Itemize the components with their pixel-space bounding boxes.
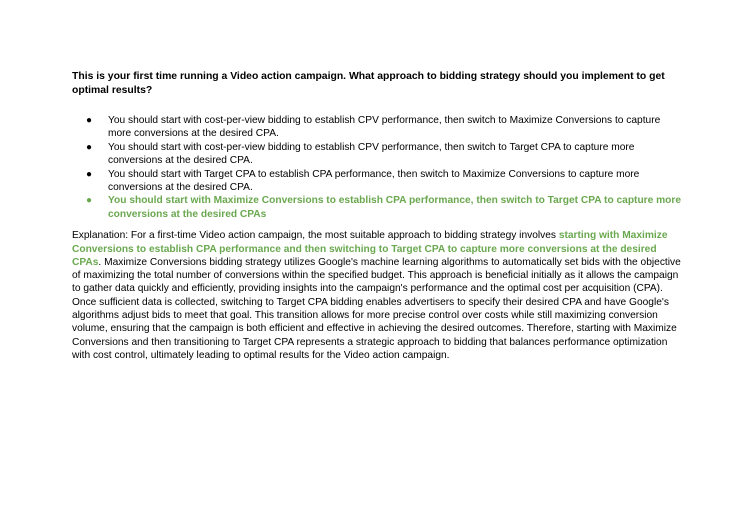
answer-option-2 — [72, 141, 682, 168]
answer-option-text: You should start with cost-per-view bidding to establish CPV performance, then switch to Maximize Conversions to capture more conversions at the desired CPA. — [108, 115, 661, 140]
explanation-prefix: Explanation: For a first-time Video action campaign, the most suitable approach to bidding strategy involves — [72, 230, 559, 242]
answer-options-list — [72, 114, 682, 221]
answer-option-3 — [72, 168, 682, 195]
explanation-suffix: . Maximize Conversions bidding strategy utilizes Google's machine learning algorithms to automatically set bids with the objective of maximizing the total number of conversions within the specified budget. This approach is beneficial initially as it allows the campaign to gather data quickly and efficiently, providing insights into the campaign's performance and the optimal cost per acquisition (CPA). Once sufficient data is collected, switching to Target CPA bidding enables advertisers to specify their desired CPA and have Google's algorithms adjust bids to meet that goal. This transition allows for more precise control over costs while still maximizing conversion volume, ensuring that the campaign is both efficient and effective in achieving the desired outcomes. Therefore, starting with Maximize Conversions and then transitioning to Target CPA represents a strategic approach to bidding that balances performance optimization with cost control, ultimately leading to optimal results for the Video action campaign. — [72, 256, 681, 361]
explanation-paragraph — [72, 229, 682, 362]
bullet-icon: ● — [86, 168, 93, 180]
bullet-icon: ● — [86, 141, 93, 153]
answer-option-text: You should start with cost-per-view bidding to establish CPV performance, then switch to Target CPA to capture more conversions at the desired CPA. — [108, 141, 635, 167]
bullet-icon: ● — [86, 115, 93, 126]
question-text: This is your first time running a Video action campaign. What approach to bidding strategy should you implement to get optimal results? — [72, 71, 665, 96]
answer-option-4-correct — [72, 194, 682, 221]
explanation-highlight: starting with Maximize Conversions to establish CPA performance and then switching to Target CPA to capture more conversions at the desired CPAs — [72, 230, 668, 268]
document-page — [72, 70, 682, 362]
answer-option-text: You should start with Maximize Conversions to establish CPA performance, then switch to Target CPA to capture more conversions at the desired CPAs — [108, 195, 682, 220]
answer-option-text: You should start with Target CPA to establish CPA performance, then switch to Maximize Conversions to capture more conversions at the desired CPA. — [108, 168, 640, 194]
answer-option-1 — [72, 114, 682, 141]
bullet-icon: ● — [86, 195, 93, 207]
